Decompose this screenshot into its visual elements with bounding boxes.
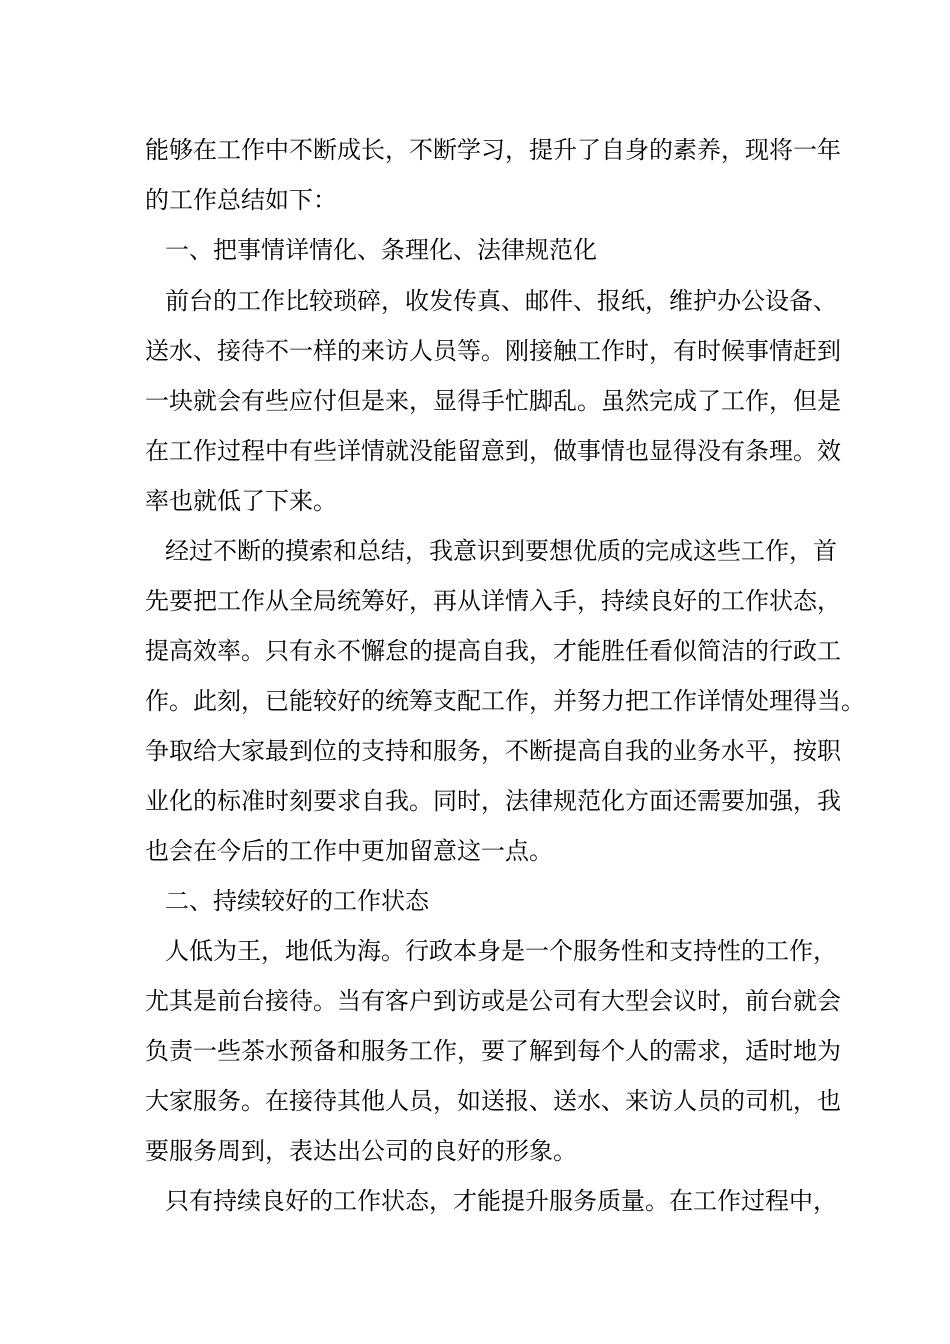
section-heading: 一、把事情详情化、条理化、法律规范化 [165,236,597,264]
text-line: 负责一些茶水预备和服务工作，要了解到每个人的需求，适时地为 [145,1037,841,1065]
text-line: 大家服务。在接待其他人员，如送报、送水、来访人员的司机，也 [145,1087,841,1115]
text-line: 前台的工作比较琐碎，收发传真、邮件、报纸，维护办公设备、 [165,287,837,315]
section-heading: 二、持续较好的工作状态 [165,887,429,915]
text-line: 提高效率。只有永不懈怠的提高自我，才能胜任看似简洁的行政工 [145,637,841,665]
text-line: 一块就会有些应付但是来，显得手忙脚乱。虽然完成了工作，但是 [145,387,841,415]
text-line: 业化的标准时刻要求自我。同时，法律规范化方面还需要加强，我 [145,787,841,815]
text-line: 经过不断的摸索和总结，我意识到要想优质的完成这些工作，首 [165,537,837,565]
text-line: 尤其是前台接待。当有客户到访或是公司有大型会议时，前台就会 [145,987,841,1015]
text-line: 的工作总结如下： [145,186,337,214]
text-line: 送水、接待不一样的来访人员等。刚接触工作时，有时候事情赶到 [145,337,841,365]
text-line: 要服务周到，表达出公司的良好的形象。 [145,1137,577,1165]
text-line: 人低为王，地低为海。行政本身是一个服务性和支持性的工作， [165,937,837,965]
text-line: 作。此刻，已能较好的统筹支配工作，并努力把工作详情处理得当。 [145,687,865,715]
text-line: 能够在工作中不断成长，不断学习，提升了自身的素养，现将一年 [145,136,841,164]
text-line: 在工作过程中有些详情就没能留意到，做事情也显得没有条理。效 [145,437,841,465]
text-line: 率也就低了下来。 [145,487,337,515]
text-line: 只有持续良好的工作状态，才能提升服务质量。在工作过程中， [165,1187,837,1215]
text-line: 争取给大家最到位的支持和服务，不断提高自我的业务水平，按职 [145,737,841,765]
text-line: 先要把工作从全局统筹好，再从详情入手，持续良好的工作状态， [145,587,841,615]
text-line: 也会在今后的工作中更加留意这一点。 [145,837,553,865]
